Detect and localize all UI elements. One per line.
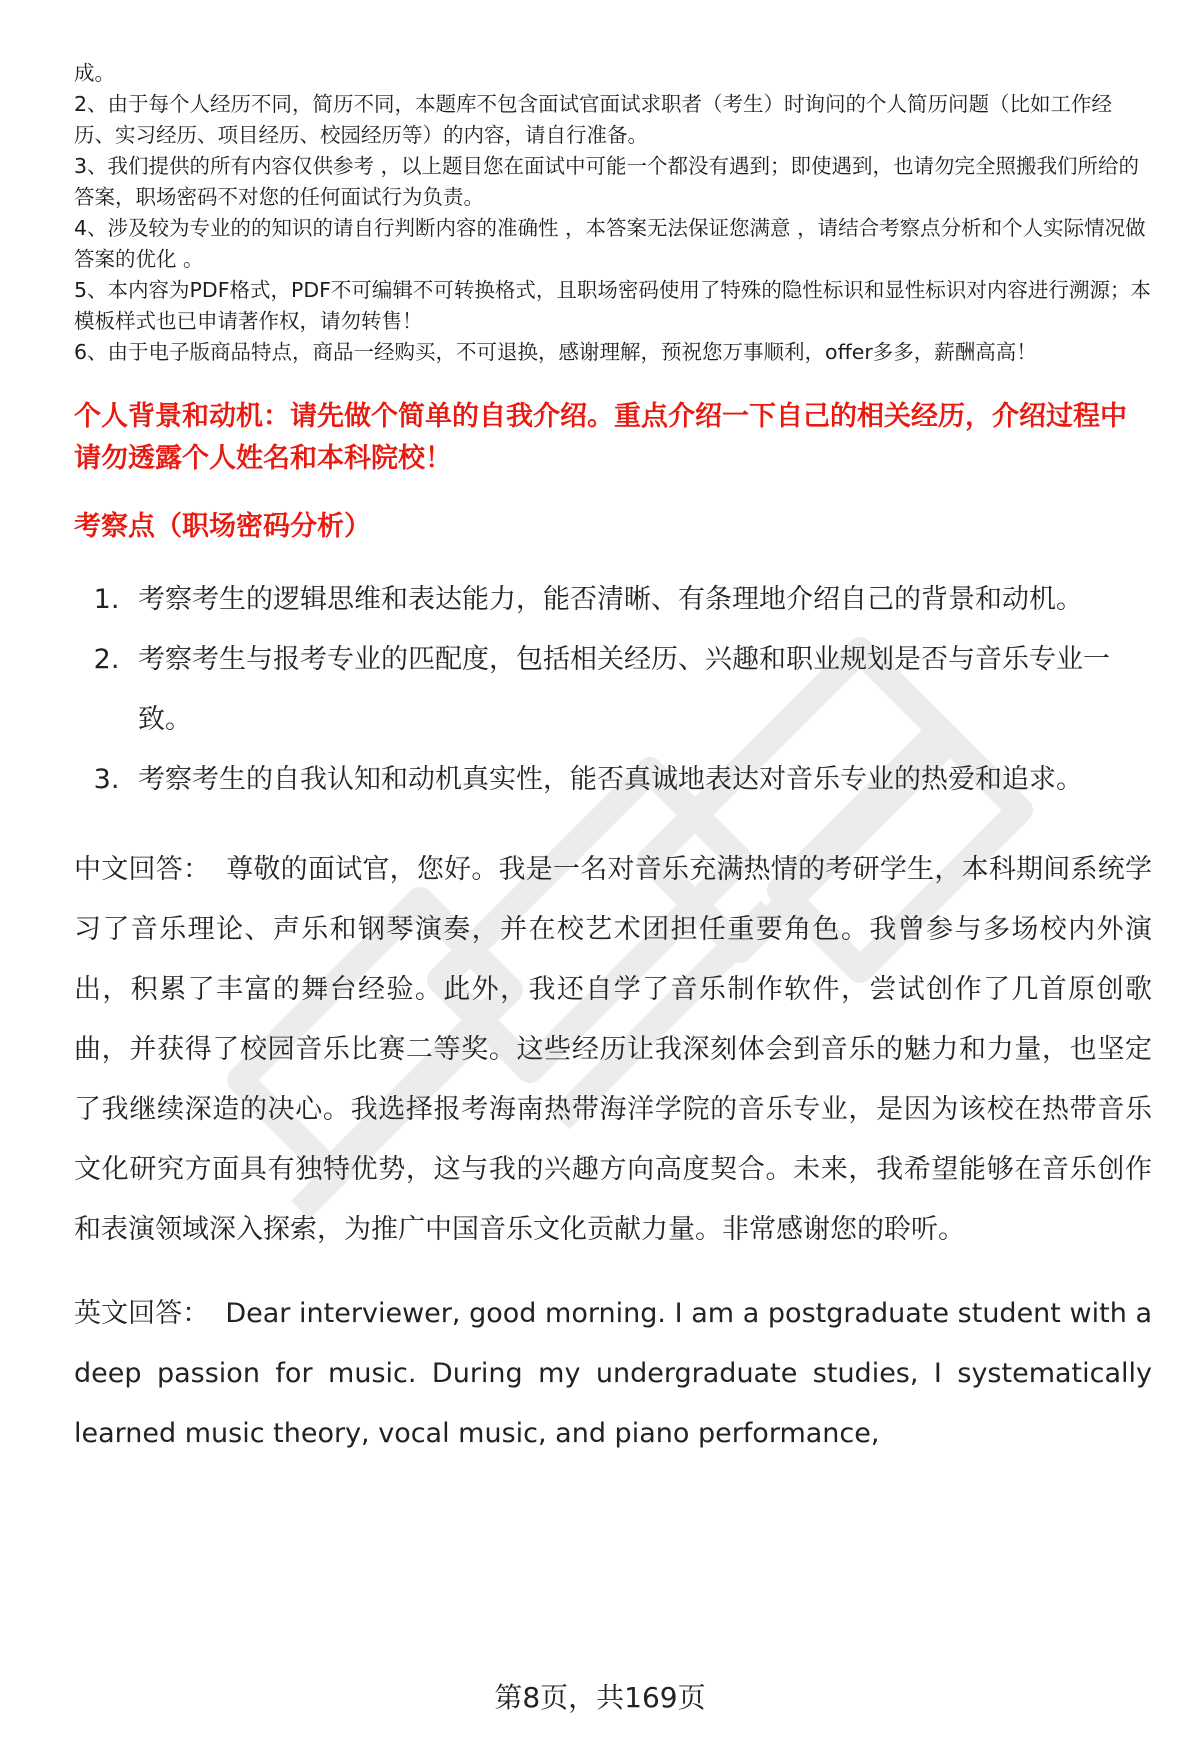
answer-chinese-text: 尊敬的面试官，您好。我是一名对音乐充满热情的考研学生，本科期间系统学习了音乐理论、声乐和钢琴演奏，并在校艺术团担任重要角色。我曾参与多场校内外演出，积累了丰富的舞台经验。此外，我还自学了音乐制作软件，尝试创作了几首原创歌曲，并获得了校园音乐比赛二等奖。这些经历让我深刻体会到音乐的魅力和力量，也坚定了我继续深造的决心。我选择报考海南热带海洋学院的音乐专业，是因为该校在热带音乐文化研究方面具有独特优势，这与我的兴趣方向高度契合。未来，我希望能够在音乐创作和表演领域深入探索，为推广中国音乐文化贡献力量。非常感谢您的聆听。 xyxy=(74,854,1153,1245)
note-line: 4、涉及较为专业的的知识的请自行判断内容的准确性 ，本答案无法保证您满意 ，请结合考察点分析和个人实际情况做答案的优化 。 xyxy=(74,216,1146,271)
point-item: 2. 考察考生与报考专业的匹配度，包括相关经历、兴趣和职业规划是否与音乐专业一致。 xyxy=(128,630,1152,750)
notes-section xyxy=(74,58,1152,368)
answer-english-text: Dear interviewer, good morning. I am a postgraduate student with a deep passion for music. During my undergraduate studies, I systematically learned music theory, vocal music, and piano performance, xyxy=(74,1298,1153,1449)
note-line: 6、由于电子版商品特点，商品一经购买，不可退换，感谢理解，预祝您万事顺利，offer多多，薪酬高高！ xyxy=(74,340,1037,364)
note-line: 2、由于每个人经历不同，简历不同，本题库不包含面试官面试求职者（考生）时询问的个人简历问题（比如工作经历、实习经历、项目经历、校园经历等）的内容，请自行准备。 xyxy=(74,92,1113,147)
note-line: 5、本内容为PDF格式，PDF不可编辑不可转换格式，且职场密码使用了特殊的隐性标识和显性标识对内容进行溯源；本模板样式也已申请著作权，请勿转售！ xyxy=(74,278,1151,333)
answer-chinese-label: 中文回答： xyxy=(74,854,211,885)
answer-chinese xyxy=(74,840,1152,1260)
point-item: 1. 考察考生的逻辑思维和表达能力，能否清晰、有条理地介绍自己的背景和动机。 xyxy=(128,570,1152,630)
answer-english xyxy=(74,1284,1152,1464)
note-line: 3、我们提供的所有内容仅供参考 ，以上题目您在面试中可能一个都没有遇到；即使遇到，也请勿完全照搬我们所给的答案，职场密码不对您的任何面试行为负责。 xyxy=(74,154,1140,209)
document-page xyxy=(74,58,1152,1464)
note-line: 成。 xyxy=(74,61,115,85)
points-list xyxy=(74,570,1152,810)
answer-english-label: 英文回答： xyxy=(74,1298,210,1329)
page-footer: 第8页，共169页 xyxy=(494,1681,706,1714)
point-item: 3. 考察考生的自我认知和动机真实性，能否真诚地表达对音乐专业的热爱和追求。 xyxy=(128,750,1152,810)
points-heading: 考察点（职场密码分析） xyxy=(74,511,371,542)
question-heading: 个人背景和动机：请先做个简单的自我介绍。重点介绍一下自己的相关经历，介绍过程中请勿透露个人姓名和本科院校！ xyxy=(74,401,1127,474)
